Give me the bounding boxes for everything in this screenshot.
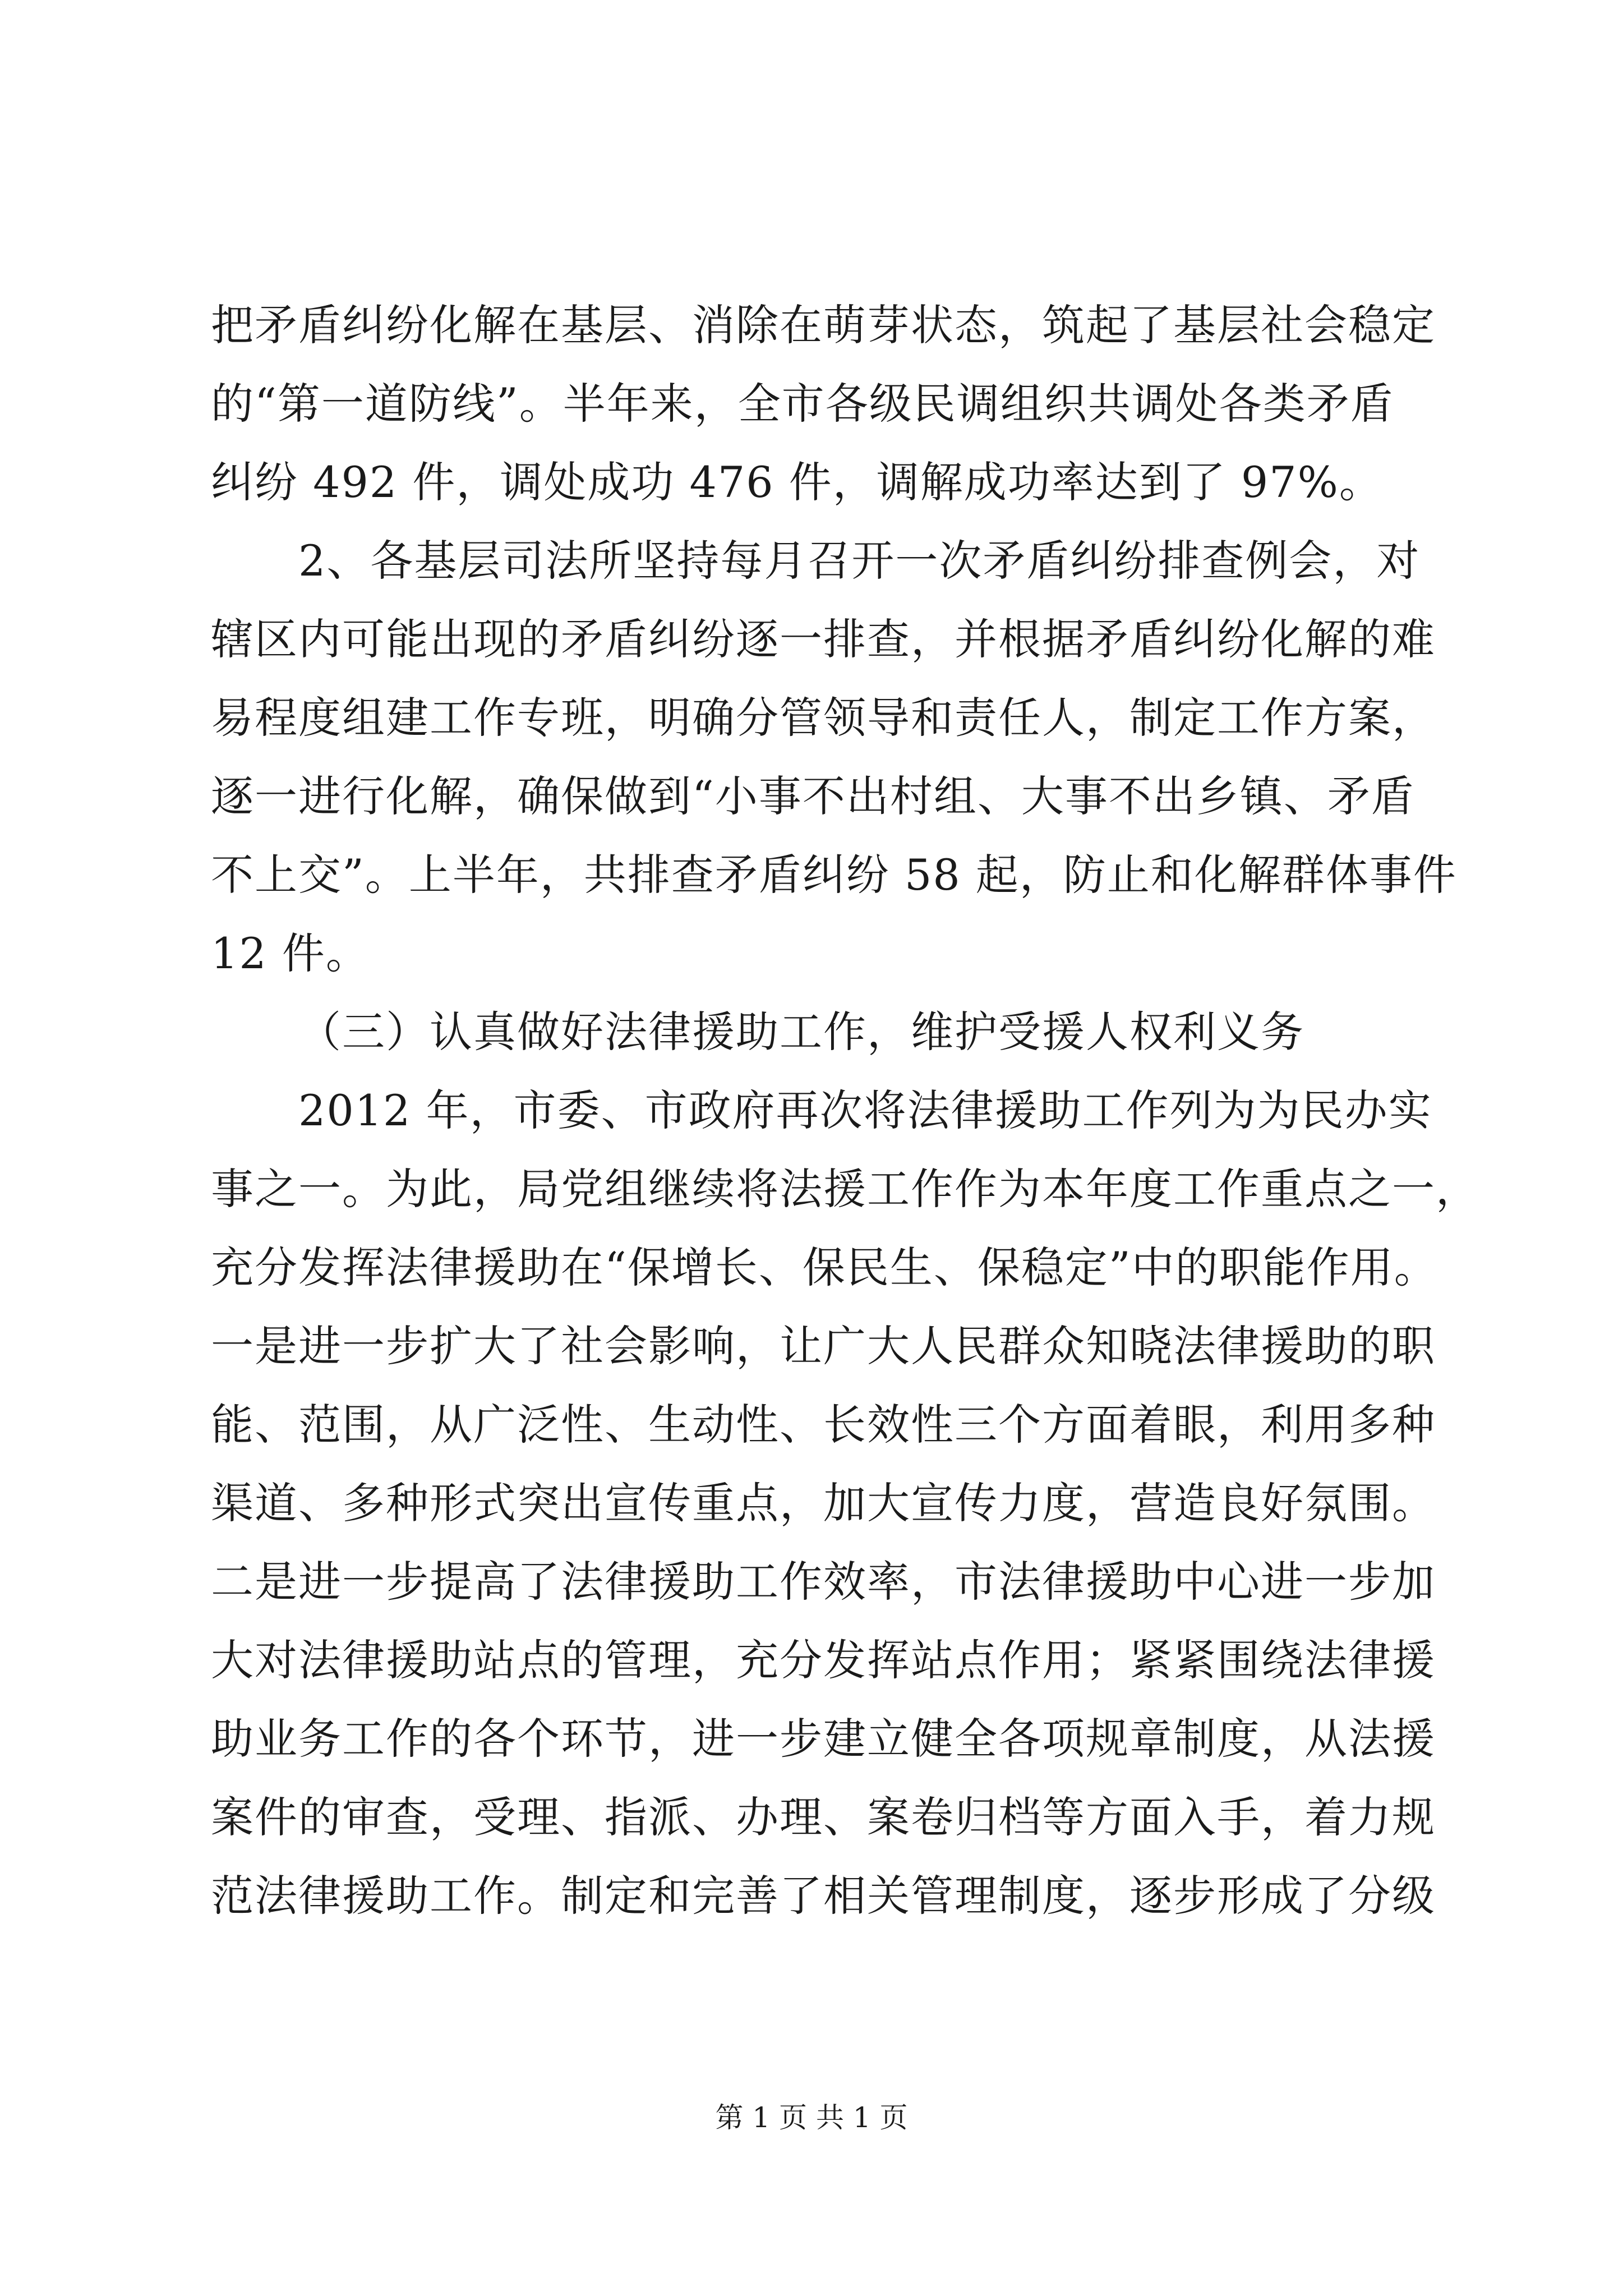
text-line: 案件的审查，受理、指派、办理、案卷归档等方面入手，着力规 xyxy=(211,1792,1436,1842)
text-line: 的“第一道防线”。半年来，全市各级民调组织共调处各类矛盾 xyxy=(211,379,1394,429)
paragraph-start-line: 2012 年，市委、市政府再次将法律援助工作列为为民办实 xyxy=(298,1085,1432,1135)
text-line: 把矛盾纠纷化解在基层、消除在萌芽状态，筑起了基层社会稳定 xyxy=(211,300,1436,350)
text-line: 事之一。为此，局党组继续将法援工作作为本年度工作重点之一， xyxy=(211,1164,1479,1214)
text-line: 充分发挥法律援助在“保增长、保民生、保稳定”中的职能作用。 xyxy=(211,1243,1438,1292)
text-line: 渠道、多种形式突出宣传重点，加大宣传力度，营造良好氛围。 xyxy=(211,1478,1436,1528)
text-line: 12 件。 xyxy=(211,928,370,978)
text-line: 易程度组建工作专班，明确分管领导和责任人，制定工作方案， xyxy=(211,693,1436,743)
text-line: 纠纷 492 件，调处成功 476 件，调解成功率达到了 97%。 xyxy=(211,457,1383,507)
page-footer: 第 1 页 共 1 页 xyxy=(715,2101,908,2134)
text-line: 助业务工作的各个环节，进一步建立健全各项规章制度，从法援 xyxy=(211,1714,1436,1764)
text-line: 大对法律援助站点的管理，充分发挥站点作用；紧紧围绕法律援 xyxy=(211,1635,1436,1685)
paragraph-start-line: 2、各基层司法所坚持每月召开一次矛盾纠纷排查例会，对 xyxy=(298,536,1421,586)
text-line: 辖区内可能出现的矛盾纠纷逐一排查，并根据矛盾纠纷化解的难 xyxy=(211,614,1436,664)
text-line: 能、范围，从广泛性、生动性、长效性三个方面着眼，利用多种 xyxy=(211,1400,1436,1450)
text-line: 二是进一步提高了法律援助工作效率，市法律援助中心进一步加 xyxy=(211,1557,1436,1607)
section-heading: （三）认真做好法律援助工作，维护受援人权利义务 xyxy=(298,1007,1304,1057)
text-line: 逐一进行化解，确保做到“小事不出村组、大事不出乡镇、矛盾 xyxy=(211,771,1415,821)
text-line: 范法律援助工作。制定和完善了相关管理制度，逐步形成了分级 xyxy=(211,1871,1436,1921)
text-line: 一是进一步扩大了社会影响，让广大人民群众知晓法律援助的职 xyxy=(211,1321,1436,1371)
text-line: 不上交”。上半年，共排查矛盾纠纷 58 起，防止和化解群体事件 xyxy=(211,850,1457,900)
